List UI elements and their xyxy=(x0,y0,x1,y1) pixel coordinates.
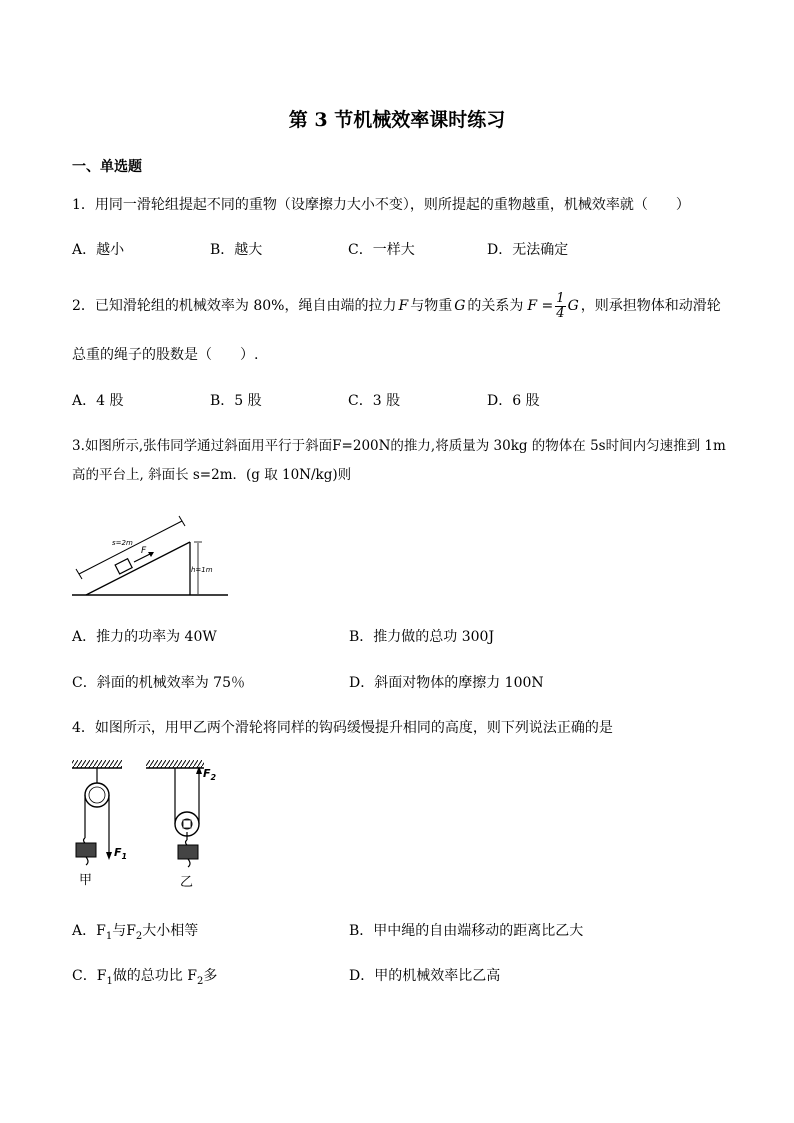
movable-pulley-diagram xyxy=(146,760,217,890)
question-1-text: 1．用同一滑轮组提起不同的重物（设摩擦力大小不变），则所提起的重物越重，机械效率就（ ） xyxy=(72,197,690,213)
q4-option-b: B．甲中绳的自由端移动的距离比乙大 xyxy=(349,923,584,939)
weight-yi xyxy=(178,845,198,859)
q3-option-d: D．斜面对物体的摩擦力 100N xyxy=(349,675,544,691)
incline-slope xyxy=(86,542,190,595)
q1-option-a: A．越小 xyxy=(72,242,125,258)
hook-bottom-yi xyxy=(188,859,190,867)
label-jia: 甲 xyxy=(79,873,93,888)
hook-top-jia xyxy=(84,838,86,843)
height-label: h=1m xyxy=(191,566,213,574)
ceiling-hatch-jia xyxy=(72,760,122,768)
q4-option-c: C．$F_1$做的总功比 $F_2$多 xyxy=(72,968,218,987)
length-tick-right xyxy=(179,516,185,526)
pulley-wheel-jia xyxy=(85,783,109,807)
q3-option-c: C．斜面的机械效率为 75％ xyxy=(72,675,245,691)
q2-frac-numerator: 1 xyxy=(556,290,565,306)
force-label: F xyxy=(141,546,147,556)
question-3-line-2: 高的平台上, 斜面长 s=2m．(g 取 10N/kg)则 xyxy=(72,467,352,483)
pulley-figure xyxy=(66,754,226,894)
length-tick-left xyxy=(76,569,82,579)
page-title: 第 3 节机械效率课时练习 xyxy=(288,109,506,131)
question-2-line-2: 总重的绳子的股数是（ ）. xyxy=(72,347,259,363)
q1-option-d: D．无法确定 xyxy=(487,242,569,258)
f2-label: $F_2$ xyxy=(203,767,217,782)
q2-text-b: 与物重 xyxy=(410,298,453,314)
q2-option-c: C．3 股 xyxy=(348,393,401,409)
q2-var-f: F xyxy=(398,298,409,314)
q2-option-d: D．6 股 xyxy=(487,393,540,409)
label-yi: 乙 xyxy=(180,875,194,890)
length-label: s=2m xyxy=(112,539,133,547)
q2-text-d: ，则承担物体和动滑轮 xyxy=(580,298,721,314)
fixed-pulley-diagram xyxy=(72,760,127,888)
hook-top-yi xyxy=(186,840,188,845)
weight-jia xyxy=(76,843,96,857)
f1-arrowhead xyxy=(106,852,112,860)
q4-option-d: D．甲的机械效率比乙高 xyxy=(349,968,501,984)
q1-option-b: B．越大 xyxy=(210,242,263,258)
q2-option-a: A．4 股 xyxy=(72,393,124,409)
question-4-text: 4．如图所示，用甲乙两个滑轮将同样的钩码缓慢提升相同的高度，则下列说法正确的是 xyxy=(72,720,613,736)
q3-option-b: B．推力做的总功 300J xyxy=(349,629,495,645)
q2-var-g: G xyxy=(454,298,466,314)
q2-text-c: 的关系为 xyxy=(467,298,524,314)
q1-option-c: C．一样大 xyxy=(348,242,415,258)
incline-block xyxy=(115,559,132,574)
incline-figure xyxy=(66,508,236,603)
q2-text-a: 2．已知滑轮组的机械效率为 80%，绳自由端的拉力 xyxy=(72,298,397,314)
section-heading: 一、单选题 xyxy=(72,159,142,175)
q2-fraction xyxy=(555,292,565,321)
q2-frac-denominator: 4 xyxy=(556,305,565,321)
f1-label: $F_1$ xyxy=(114,846,128,861)
pulley-frame-yi xyxy=(183,820,191,828)
ceiling-hatch-yi xyxy=(146,760,204,768)
question-3-line-1: 3.如图所示,张伟同学通过斜面用平行于斜面F=200N的推力,将质量为 30kg 的物体在 5s时间内匀速推到 1m xyxy=(72,438,726,454)
hook-bottom-jia xyxy=(86,857,88,865)
q3-option-a: A．推力的功率为 40W xyxy=(72,629,217,645)
q4-option-a: A．$F_1$与$F_2$大小相等 xyxy=(72,923,199,942)
question-2-line-1 xyxy=(72,288,721,324)
q2-option-b: B．5 股 xyxy=(210,393,262,409)
q2-eq-f: F = xyxy=(527,298,554,314)
q2-eq-g: G xyxy=(567,298,579,314)
